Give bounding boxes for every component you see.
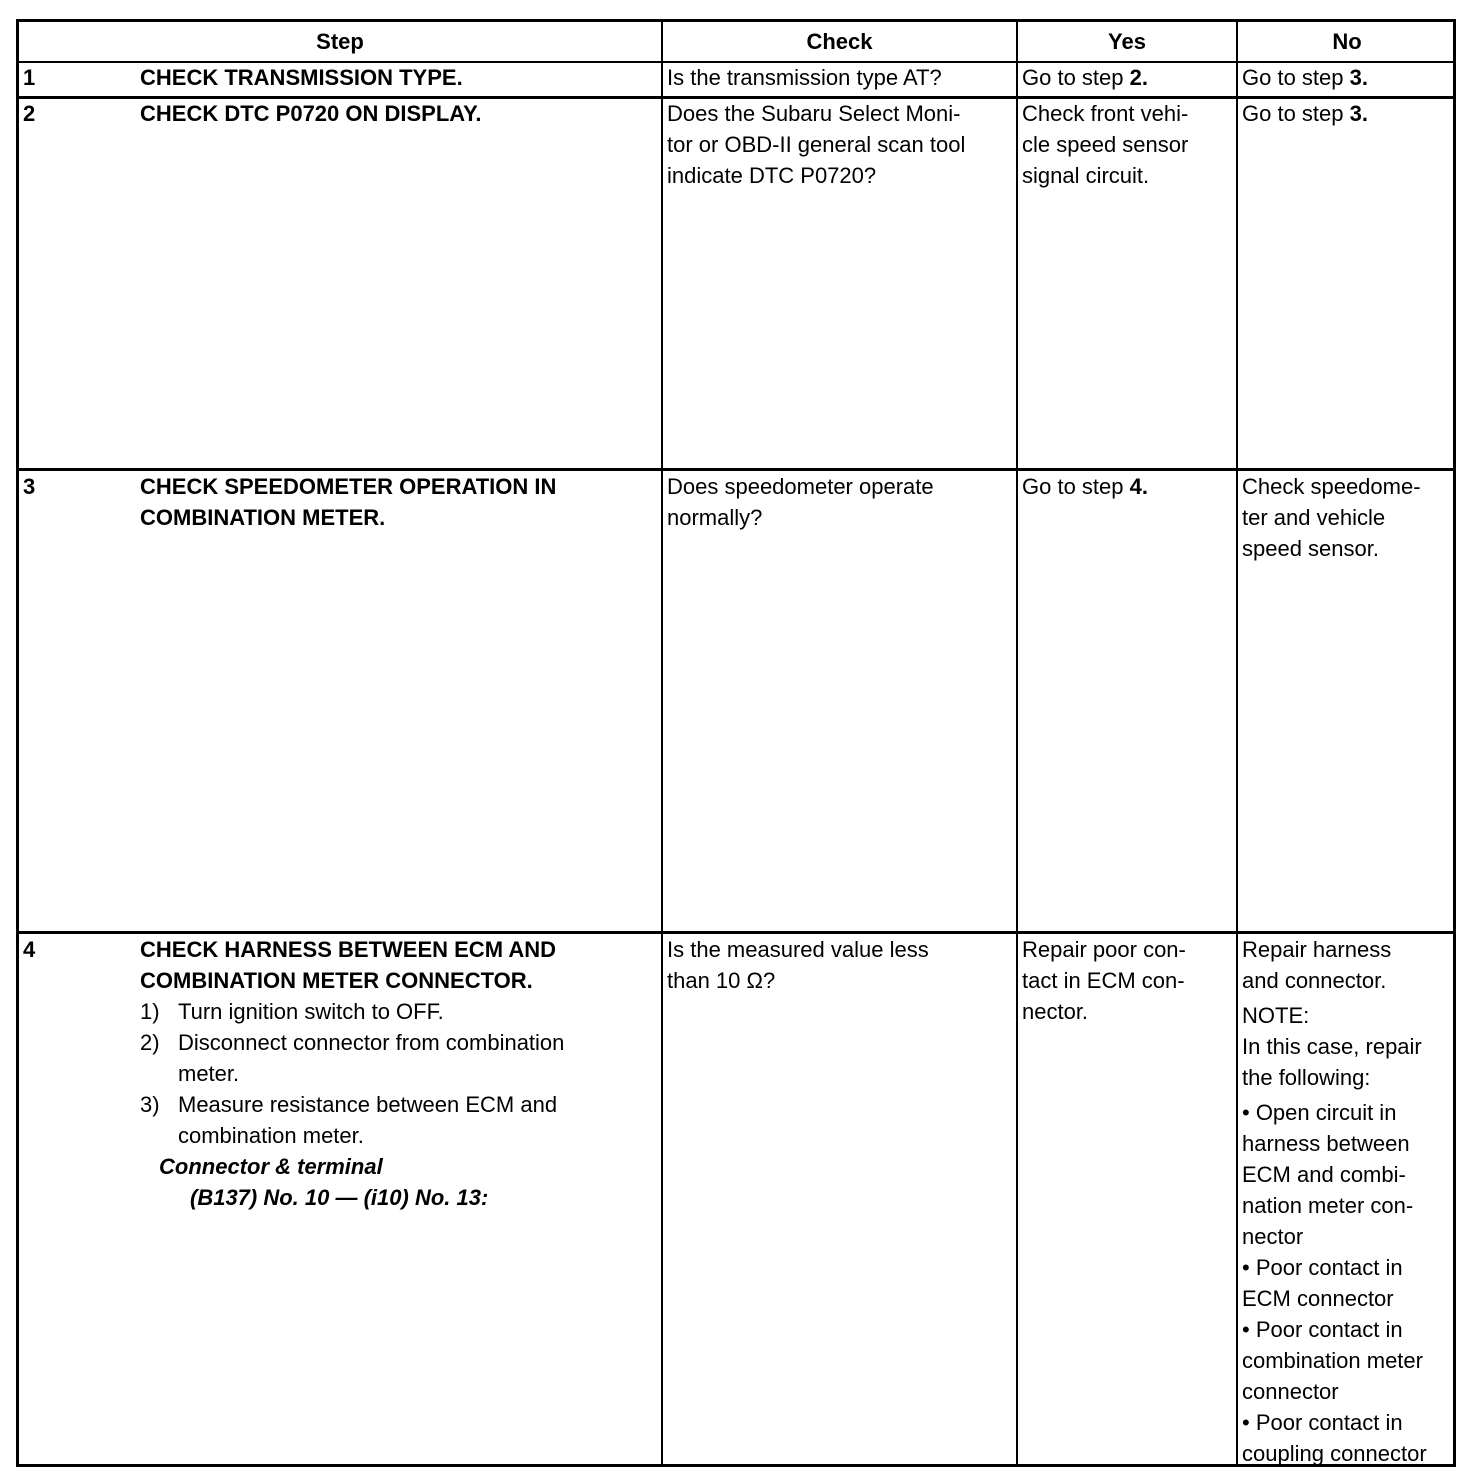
note-label: NOTE: [1242,1003,1310,1028]
header-check: Check [806,29,873,54]
step-title: CHECK HARNESS BETWEEN ECM AND [140,937,556,962]
column-divider [1016,22,1018,1464]
text-line: Is the measured value less [667,937,929,962]
column-divider [661,22,663,1464]
header-no: No [1332,29,1362,54]
step-index: 2) [140,1030,160,1055]
text-line: than 10 Ω? [667,968,776,993]
no-prefix: Go to step [1242,101,1344,126]
text-line: Check speedome- [1242,474,1421,499]
text-line: Check front vehi- [1022,101,1189,126]
step-procedure [140,934,655,1213]
connector-label: Connector & terminal [159,1154,383,1179]
text-line: • Open circuit in [1242,1100,1397,1125]
text-line: the following: [1242,1065,1371,1090]
text-line: CHECK SPEEDOMETER OPERATION IN [140,474,557,499]
text-line: speed sensor. [1242,536,1379,561]
check-question [667,934,929,996]
check-question [667,471,934,533]
yes-action [1022,98,1188,191]
step-number: 3 [23,474,36,499]
no-action [1242,98,1368,129]
text-line: tor or OBD-II general scan tool [667,132,966,157]
yes-prefix: Go to step [1022,65,1124,90]
text-line: COMBINATION METER. [140,505,386,530]
text-line: ter and vehicle [1242,505,1386,530]
step-number: 2 [23,101,36,126]
text-line: connector [1242,1379,1339,1404]
text-line: Repair harness [1242,937,1392,962]
bullet-item [1242,1252,1456,1314]
no-action [1242,471,1421,564]
text-line: • Poor contact in [1242,1255,1403,1280]
text-line: nector. [1022,999,1089,1024]
text-line: meter. [178,1061,240,1086]
text-line: indicate DTC P0720? [667,163,877,188]
text-line: cle speed sensor [1022,132,1189,157]
text-line: coupling connector [1242,1441,1427,1466]
text-line: ECM connector [1242,1286,1394,1311]
step-title: COMBINATION METER CONNECTOR. [140,968,533,993]
text-line: Disconnect connector from combination [178,1030,565,1055]
connector-value: (B137) No. 10 — (i10) No. 13: [190,1185,489,1210]
text-line: normally? [667,505,763,530]
bullet-item [1242,1314,1456,1407]
yes-action [1022,471,1148,502]
procedure-step [140,1027,655,1058]
step-index: 1) [140,999,160,1024]
procedure-step [140,1089,655,1120]
yes-step-link: 4. [1129,474,1148,499]
no-action [1242,62,1368,93]
no-step-link: 3. [1349,101,1368,126]
yes-prefix: Go to step [1022,474,1124,499]
text-line: combination meter. [178,1123,364,1148]
step-number: 1 [23,65,36,90]
yes-step-link: 2. [1129,65,1148,90]
text-line: and connector. [1242,968,1387,993]
yes-action [1022,934,1186,1027]
header-step: Step [316,29,364,54]
yes-action [1022,62,1148,93]
step-number: 4 [23,937,36,962]
no-step-link: 3. [1349,65,1368,90]
text-line: nation meter con- [1242,1193,1414,1218]
diagnostic-table [16,19,1456,1467]
text-line: harness between [1242,1131,1410,1156]
text-line: Does speedometer operate [667,474,934,499]
header-yes: Yes [1108,29,1146,54]
step-title: CHECK DTC P0720 ON DISPLAY. [140,101,482,126]
text-line: In this case, repair [1242,1034,1422,1059]
no-prefix: Go to step [1242,65,1344,90]
column-divider [1236,22,1238,1464]
text-line: tact in ECM con- [1022,968,1185,993]
no-action [1242,934,1456,1469]
bullet-item [1242,1407,1456,1469]
step-index: 3) [140,1092,160,1117]
check-question: Is the transmission type AT? [667,65,942,90]
step-title [140,471,556,533]
bullet-item [1242,1097,1456,1252]
text-line: Repair poor con- [1022,937,1186,962]
text-line: signal circuit. [1022,163,1150,188]
text-line: • Poor contact in [1242,1317,1403,1342]
text-line: combination meter [1242,1348,1423,1373]
text-line: ECM and combi- [1242,1162,1406,1187]
text-line: Measure resistance between ECM and [178,1092,558,1117]
step-title: CHECK TRANSMISSION TYPE. [140,65,463,90]
text-line: Does the Subaru Select Moni- [667,101,961,126]
procedure-step [140,996,655,1027]
text-line: nector [1242,1224,1304,1249]
text-line: • Poor contact in [1242,1410,1403,1435]
check-question [667,98,965,191]
text-line: Turn ignition switch to OFF. [178,999,444,1024]
